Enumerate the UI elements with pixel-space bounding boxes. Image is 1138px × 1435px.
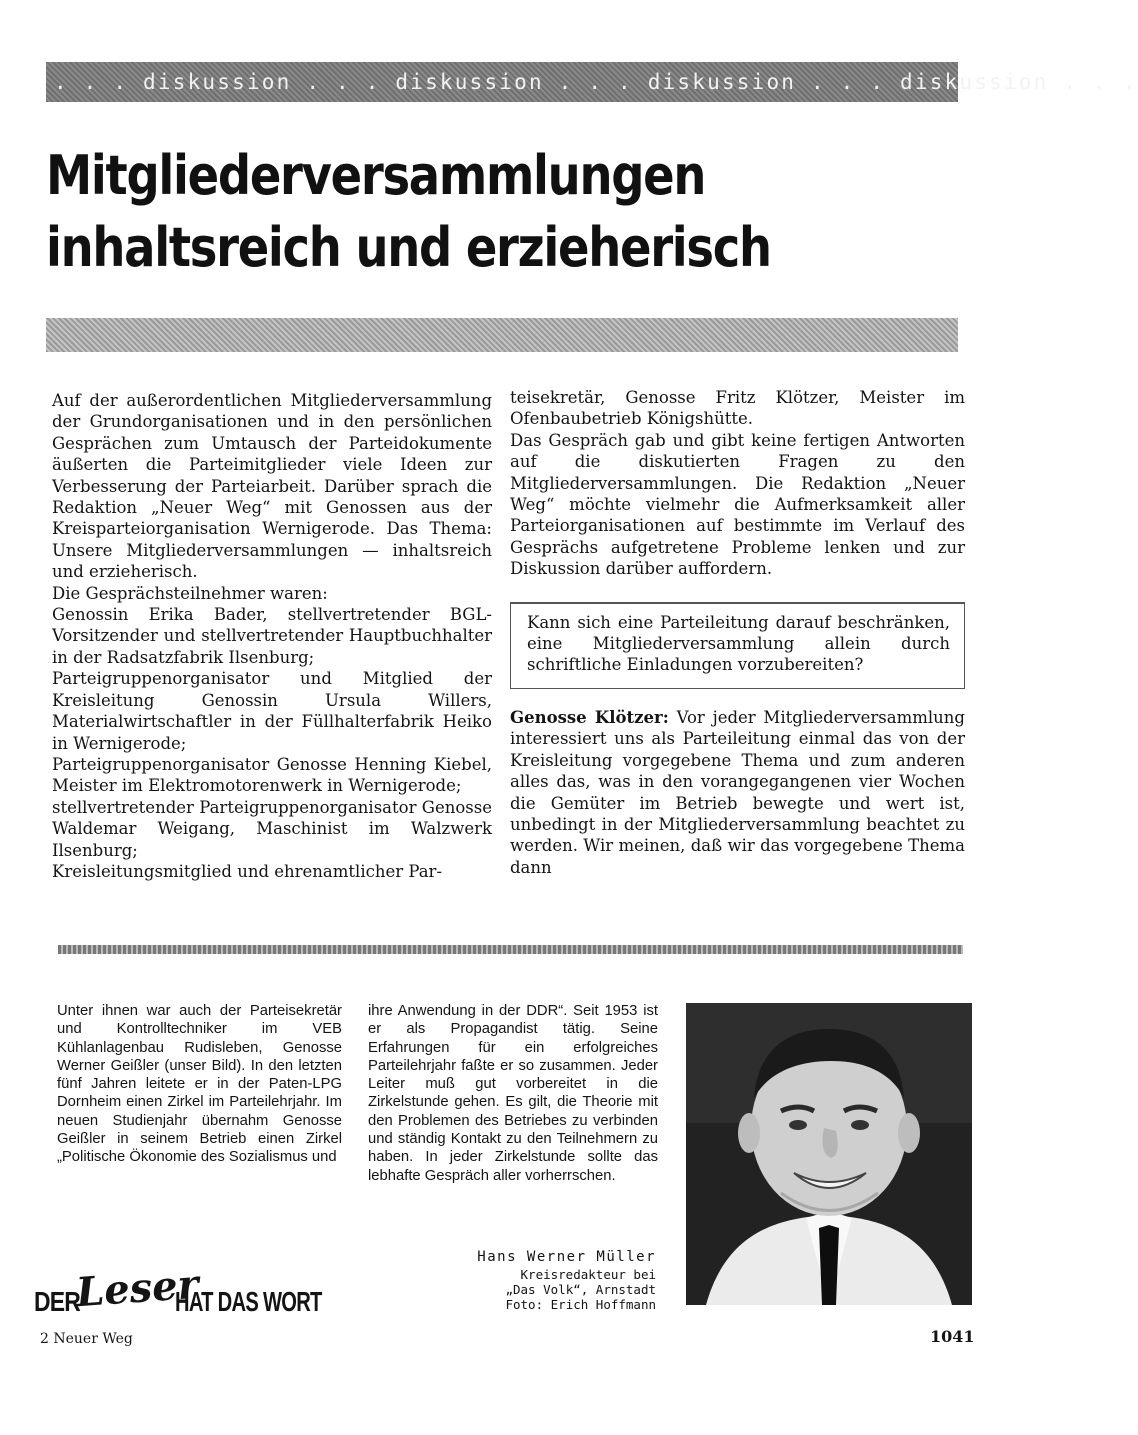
author-name: Hans Werner Müller [477,1249,656,1265]
section-divider [58,945,963,954]
portrait-illustration [686,1003,972,1305]
halftone-stripe [46,318,958,352]
participant-item: stellvertretender Parteigruppenorganisator Genosse Waldemar Weigang, Maschinist im Walzwerk Ilsenburg; [52,797,492,860]
letter-text: Unter ihnen war auch der Parteisekretär und Kontrolltechniker im VEB Kühlanlagenbau Rudisleben, Genosse Werner Geißler (unser Bild). In den letzten fünf Jahren leitete er in der Paten-LPG Dornheim einen Zirkel im Parteilehrjahr. Im neuen Studienjahr übernahm Genosse Geißler in seinem Betrieb einen Zirkel „Politische Ökonomie des Sozialismus und [57,1003,342,1166]
reader-column-logo [34,1260,336,1318]
continuation-text: teisekretär, Genosse Fritz Klötzer, Meister im Ofenbaubetrieb Königshütte. [510,388,965,429]
answer-text: Vor jeder Mitgliederversammlung interessiert uns als Parteileitung einmal das von der Kreisleitung vorgegebene Thema und zum anderen alles das, was in den vorangegangenen vier Wochen die Gemüter im Betrieb bewegte und wert ist, unbedingt in der Mitgliederversammlung beachtet zu werden. Wir meinen, daß wir das vorgegebene Thema dann [510,707,965,877]
headline-line-1: Mitgliederversammlungen [46,144,706,207]
headline [46,140,820,284]
participants-heading: Die Gesprächsteilnehmer waren: [52,583,328,603]
author-credits [380,1267,656,1312]
footer-journal: 2 Neuer Weg [40,1331,133,1347]
editorial-paragraph: Das Gespräch gab und gibt keine fertigen Antworten auf die diskutierten Fragen zu den Mitgliederversammlungen. Die Redaktion „Neuer Weg“ möchte vielmehr die Aufmerksamkeit aller Parteiorganisationen auf bestimmte im Verlauf des Gesprächs aufgetretene Probleme lenken und zur Diskussion darüber auffordern. [510,430,965,579]
page-number: 1041 [930,1327,975,1346]
intro-column [52,390,492,882]
author-paper: „Das Volk“, Arnstadt [505,1282,656,1297]
intro-paragraph: Auf der außerordentlichen Mitgliederversammlung der Grundorganisationen und in den persönlichen Gesprächen zum Umtausch der Parteidokumente äußerten die Parteimitglieder viele Ideen zur Verbesserung der Parteiarbeit. Darüber sprach die Redaktion „Neuer Weg“ mit Genossen aus der Kreisparteiorganisation Wernigerode. Das Thema: Unsere Mitgliederversammlungen — inhaltsreich und erzieherisch. [52,391,492,582]
logo-part-1: DER [34,1286,81,1317]
participant-item: Parteigruppenorganisator Genosse Henning Kiebel, Meister im Elektromotorenwerk in Wernigerode; [52,754,492,796]
photo-credit: Foto: Erich Hoffmann [505,1297,656,1312]
right-column [510,387,965,878]
participant-item: Kreisleitungsmitglied und ehrenamtlicher Par- [52,861,443,881]
letter-column-2 [368,1002,658,1185]
headline-line-2: inhaltsreich und erzieherisch [46,216,771,279]
discussion-banner: . . . diskussion . . . diskussion . . . diskussion . . . diskussion . . . [46,62,958,102]
answer-speaker: Genosse Klötzer: [510,707,669,727]
question-box [510,602,965,689]
letter-text: ihre Anwendung in der DDR“. Seit 1953 ist er als Propagandist tätig. Seine Erfahrungen für ein erfolgreiches Parteilehrjahr faßte er so zusammen. Jeder Leiter muß gut vorbereitet in die Zirkelstunde gehen. Es gilt, die Theorie mit den Problemen des Betriebes zu verbinden und ständig Kontakt zu den Teilnehmern zu haben. In jeder Zirkelstunde sollte das lebhafte Gespräch aller vorherrschen. [368,1003,658,1184]
answer-paragraph [510,707,965,878]
letter-column-1 [57,1002,342,1167]
author-role: Kreisredakteur bei [520,1267,656,1282]
logo-script: Leser [74,1260,201,1317]
logo-part-2: HAT DAS WORT [174,1286,322,1317]
portrait-photo [686,1003,972,1305]
question-text: Kann sich eine Parteileitung darauf beschränken, eine Mitgliederversammlung allein durch schriftliche Einladungen vorzubereiten? [527,612,950,675]
participant-item: Genossin Erika Bader, stellvertretender BGL-Vorsitzender und stellvertretender Hauptbuchhalter in der Radsatzfabrik Ilsenburg; [52,605,492,667]
participant-item: Parteigruppenorganisator und Mitglied der Kreisleitung Genossin Ursula Willers, Materialwirtschaftler in der Füllhalterfabrik Heiko in Wernigerode; [52,669,492,753]
